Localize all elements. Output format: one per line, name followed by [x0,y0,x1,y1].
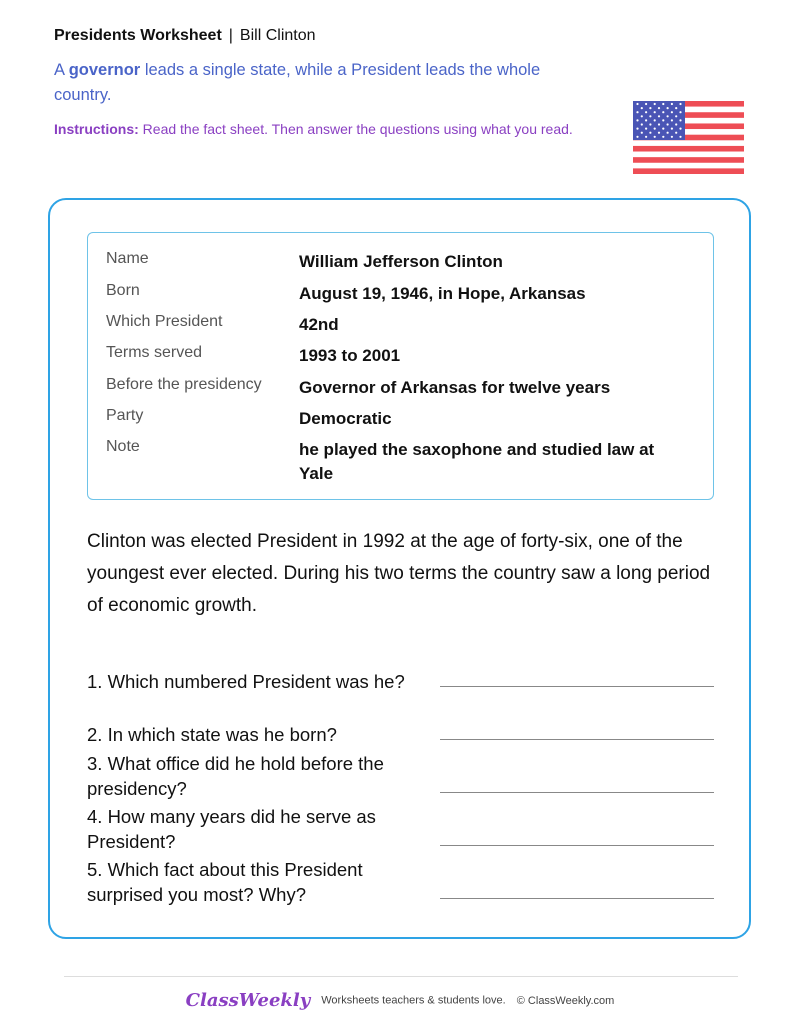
flag-star [671,103,673,105]
fact-table [87,232,714,500]
fact-label: Born [106,282,140,299]
answer-line-3[interactable] [440,792,714,793]
flag-star [654,128,656,130]
answer-line-2[interactable] [440,739,714,740]
question-4: 4. How many years did he serve as President? [87,806,376,852]
flag-star [679,119,681,121]
footer [0,990,800,1011]
worksheet-header [54,27,316,45]
flag-star [662,103,664,105]
fact-label: Party [106,407,144,424]
instructions-label: Instructions: [54,121,139,137]
flag-star [658,107,660,109]
flag-star [667,132,669,134]
flag-stripe [633,140,744,146]
flag-stripe [633,168,744,174]
fact-label: Which President [106,313,223,330]
flag-star [654,103,656,105]
worksheet-title: Presidents Worksheet [54,27,222,44]
flag-star [662,128,664,130]
answer-line-5[interactable] [440,898,714,899]
flag-star [667,115,669,117]
intro-text [54,58,574,108]
flag-stripe [633,163,744,169]
flag-star [645,128,647,130]
fact-label: Before the presidency [106,376,262,393]
flag-star [645,119,647,121]
flag-star [636,128,638,130]
flag-star [641,132,643,134]
flag-star [649,107,651,109]
flag-star [641,123,643,125]
flag-star [636,103,638,105]
flag-star [671,128,673,130]
footer-divider [64,976,738,977]
fact-label: Name [106,250,149,267]
fact-value: August 19, 1946, in Hope, Arkansas [299,284,586,303]
flag-stripe [633,157,744,163]
footer-copyright: © ClassWeekly.com [516,994,615,1007]
flag-star [636,111,638,113]
flag-star [675,132,677,134]
intro-prefix: A [54,61,65,79]
flag-star [675,115,677,117]
fact-label: Terms served [106,344,203,361]
answer-line-4[interactable] [440,845,714,846]
question-3: 3. What office did he hold before the presidency? [87,753,384,799]
flag-star [662,136,664,138]
flag-stripe [633,146,744,152]
fact-value: he played the saxophone and studied law at Yale [299,440,655,483]
answer-line-1[interactable] [440,686,714,687]
flag-star [671,119,673,121]
flag-star [649,123,651,125]
flag-star [658,132,660,134]
flag-star [654,111,656,113]
intro-keyword: governor [68,61,141,79]
flag-star [641,115,643,117]
flag-star [649,115,651,117]
intro-rest: leads a single state, while a President leads the whole country. [54,61,541,104]
flag-star [662,119,664,121]
us-flag-icon [633,101,744,174]
fact-value: 42nd [299,315,339,334]
header-separator: | [228,27,233,44]
flag-star [679,128,681,130]
fact-value: Democratic [299,409,392,428]
classweekly-logo: ClassWeekly [185,990,311,1011]
flag-star [667,107,669,109]
instructions [54,118,584,141]
flag-star [658,123,660,125]
flag-star [636,136,638,138]
flag-star [645,103,647,105]
question-1: 1. Which numbered President was he? [87,671,405,692]
flag-star [671,111,673,113]
fact-label: Note [106,438,140,455]
question-2: 2. In which state was he born? [87,724,337,745]
flag-star [645,136,647,138]
question-5: 5. Which fact about this President surprised you most? Why? [87,859,363,905]
flag-stripe [633,152,744,158]
footer-tagline: Worksheets teachers & students love. [321,994,506,1007]
flag-star [667,123,669,125]
flag-star [658,115,660,117]
flag-star [679,111,681,113]
flag-star [645,111,647,113]
flag-star [671,136,673,138]
flag-star [679,103,681,105]
fact-value: 1993 to 2001 [299,346,401,365]
flag-star [636,119,638,121]
flag-star [675,123,677,125]
flag-star [641,107,643,109]
fact-value: Governor of Arkansas for twelve years [299,378,611,397]
flag-star [649,132,651,134]
flag-star [654,119,656,121]
flag-star [662,111,664,113]
fact-value: William Jefferson Clinton [299,252,503,271]
flag-star [675,107,677,109]
flag-star [679,136,681,138]
fact-paragraph: Clinton was elected President in 1992 at the age of forty-six, one of the youngest ever elected. During his two terms the country saw a long period of economic growth. [87,531,711,616]
instructions-text: Read the fact sheet. Then answer the questions using what you read. [142,121,573,137]
flag-star [654,136,656,138]
worksheet-subject: Bill Clinton [239,27,316,44]
